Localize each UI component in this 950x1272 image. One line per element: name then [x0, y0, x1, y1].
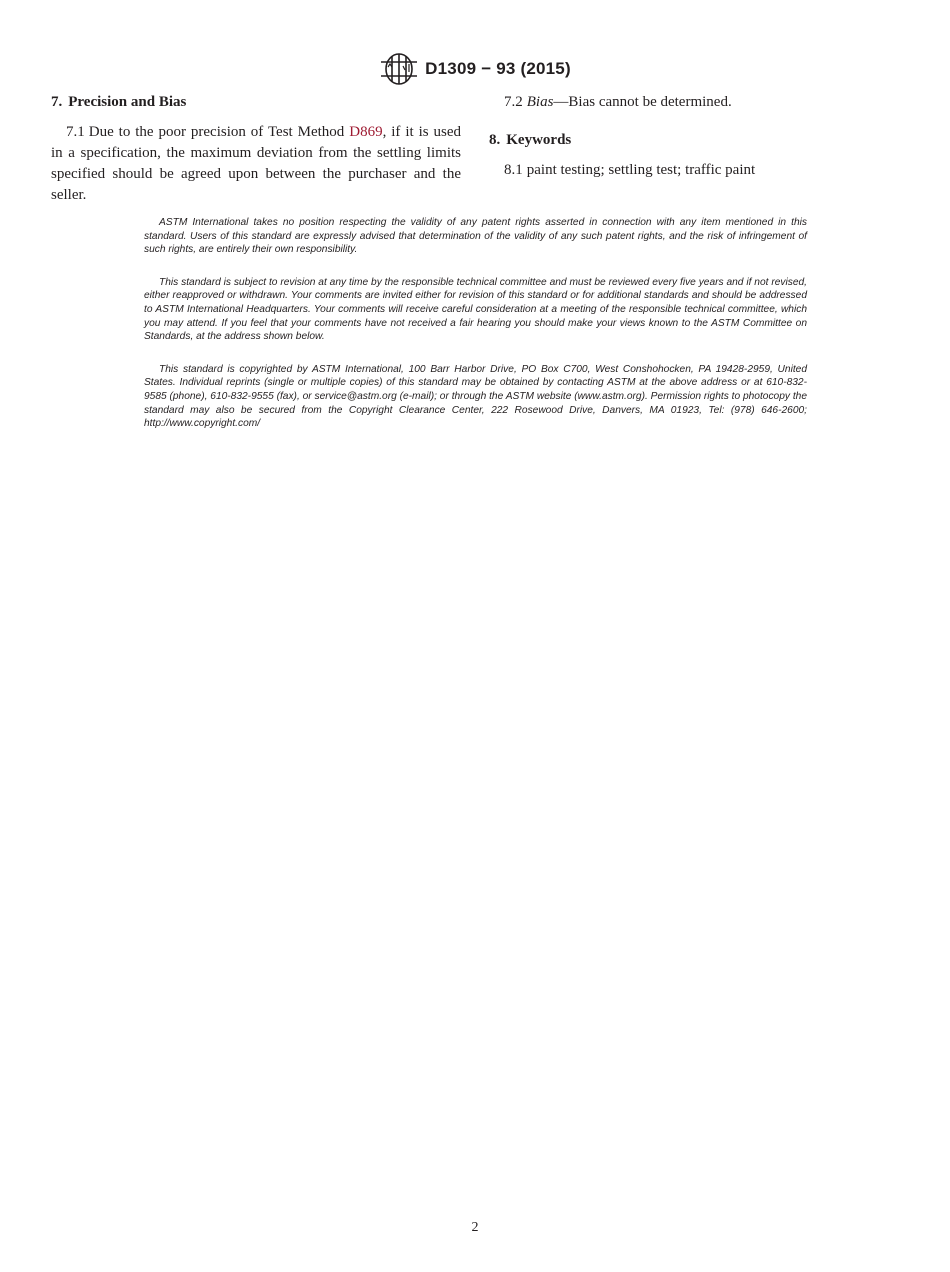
- paragraph-text: —Bias cannot be determined.: [553, 94, 732, 110]
- section-heading-precision-and-bias: [51, 92, 461, 113]
- section-heading-keywords: [489, 130, 899, 151]
- paragraph-number: 7.2: [504, 94, 523, 110]
- paragraph-text: paint testing; settling test; traffic paint: [526, 162, 756, 178]
- page-header: [0, 52, 950, 86]
- section-number: 7.: [51, 94, 63, 110]
- page-number: 2: [471, 1220, 479, 1235]
- paragraph-number: 8.1: [504, 162, 523, 178]
- paragraph-8-1: [489, 160, 899, 181]
- document-designation: D1309 − 93 (2015): [425, 59, 571, 78]
- paragraph-text: Due to the poor precision of Test Method: [88, 124, 350, 140]
- legal-notices: [144, 216, 807, 450]
- astm-logo-icon: [379, 52, 419, 86]
- paragraph-text: , if it is used in a specification, the maximum deviation from the settling limits specified should be agreed upon between the purchaser and the seller.: [51, 124, 461, 203]
- paragraph-7-1: [51, 122, 461, 206]
- paragraph-7-2: [489, 92, 899, 113]
- paragraph-term: Bias: [526, 94, 554, 110]
- section-title: Keywords: [506, 132, 572, 148]
- right-column: [489, 92, 899, 193]
- revision-notice: This standard is subject to revision at any time by the responsible technical committee and must be reviewed every five years and if not revised, either reapproved or withdrawn. Your comments are invited either for revision of this standard or for additional standards and should be addressed to ASTM International Headquarters. Your comments will receive careful consideration at a meeting of the responsible technical committee, which you may attend. If you feel that your comments have not received a fair hearing you should make your views known to the ASTM Committee on Standards, at the address shown below.: [144, 276, 807, 343]
- reference-link-d869[interactable]: D869: [349, 124, 383, 140]
- patent-notice: ASTM International takes no position respecting the validity of any patent rights asserted in connection with any item mentioned in this standard. Users of this standard are expressly advised that determination of the validity of any such patent rights, and the risk of infringement of such rights, are entirely their own responsibility.: [144, 217, 807, 256]
- section-number: 8.: [489, 132, 501, 148]
- paragraph-number: 7.1: [66, 124, 85, 140]
- section-title: Precision and Bias: [68, 94, 187, 110]
- left-column: [51, 92, 461, 218]
- copyright-notice: This standard is copyrighted by ASTM International, 100 Barr Harbor Drive, PO Box C700, West Conshohocken, PA 19428-2959, United States. Individual reprints (single or multiple copies) of this standard may be obtained by contacting ASTM at the above address or at 610-832-9585 (phone), 610-832-9555 (fax), or service@astm.org (e-mail); or through the ASTM website (www.astm.org). Permission rights to photocopy the standard may also be secured from the Copyright Clearance Center, 222 Rosewood Drive, Danvers, MA 01923, Tel: (978) 646-2600; http://www.copyright.com/: [144, 363, 807, 430]
